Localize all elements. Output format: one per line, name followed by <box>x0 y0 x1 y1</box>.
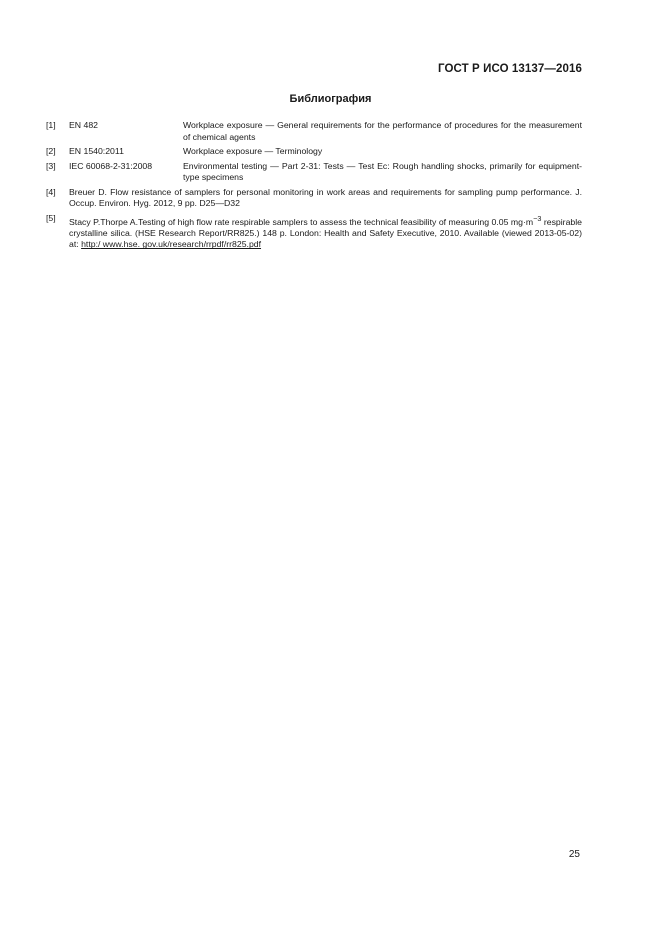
entry-standard: IEC 60068-2-31:2008 <box>69 160 153 171</box>
bibliography-entry <box>46 213 582 251</box>
entry-description: Workplace exposure — Terminology <box>183 146 323 156</box>
bibliography-entry <box>46 187 582 210</box>
entry-text: Breuer D. Flow resistance of samplers for personal monitoring in work areas and requirements for sampling pump performance. J. Occup. Environ. Hyg. 2012, 9 pp. D25—D32 <box>69 186 582 208</box>
entry-description: Workplace exposure — General requirements for the performance of procedures for the measurement of chemical agents <box>183 120 582 142</box>
document-code: ГОСТ Р ИСО 13137—2016 <box>437 63 582 75</box>
entry-description: Environmental testing — Part 2-31: Tests — Test Ec: Rough handling shocks, primarily for equipment-type specimens <box>183 160 582 182</box>
page-title: Библиография <box>289 93 372 105</box>
entry-text <box>69 213 582 251</box>
page-number: 25 <box>568 849 580 860</box>
entry-standard: EN 482 <box>69 120 98 130</box>
entry-number: [3] <box>46 160 56 171</box>
bibliography-list <box>46 120 582 254</box>
bibliography-entry <box>46 161 582 184</box>
entry-number: [4] <box>46 186 56 197</box>
bibliography-entry <box>46 146 582 158</box>
unit-superscript: −3 <box>533 213 542 223</box>
report-link[interactable]: http:/ www.hse. gov.uk/research/rrpdf/rr825.pdf <box>81 239 262 250</box>
entry-number: [5] <box>46 212 56 223</box>
bibliography-entry <box>46 120 582 143</box>
entry-text-part: Stacy P.Thorpe A.Testing of high flow rate respirable samplers to assess the technical feasibility of measuring 0.05 mg·m <box>69 216 534 227</box>
entry-text-part: respirable crystalline silica. (HSE Research Report/RR825.) 148 p. London: Health and Safety Executive, 2010. Available (viewed 2013-05-02) at: <box>69 216 582 250</box>
entry-standard: EN 1540:2011 <box>69 146 124 156</box>
entry-number: [1] <box>46 120 56 130</box>
entry-number: [2] <box>46 146 56 156</box>
